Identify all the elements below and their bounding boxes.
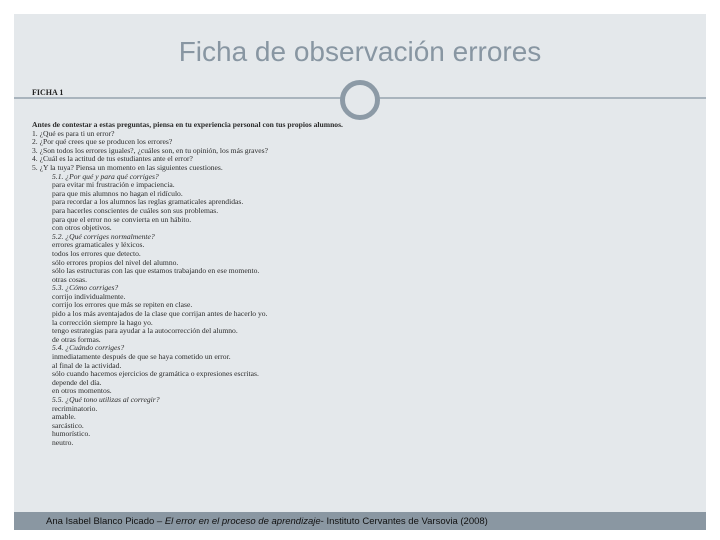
list-item: para que mis alumnos no hagan el ridículo. <box>52 188 183 198</box>
list-item: humorístico. <box>52 429 91 439</box>
question-item: 1. ¿Qué es para ti un error? <box>32 128 115 138</box>
footer-citation <box>46 516 488 527</box>
list-item: sólo cuando hacemos ejercicios de gramática o expresiones escritas. <box>52 369 259 379</box>
list-item: sarcástico. <box>52 420 84 430</box>
list-item: para recordar a los alumnos las reglas gramaticales aprendidas. <box>52 197 244 207</box>
intro-text: Antes de contestar a estas preguntas, piensa en tu experiencia personal con tus propios alumnos. <box>32 120 343 129</box>
list-item: para que el error no se convierta en un hábito. <box>52 214 192 224</box>
question-item: 3. ¿Son todos los errores iguales?, ¿cuáles son, en tu opinión, los más graves? <box>32 145 268 155</box>
list-item: sólo errores propios del nivel del alumno. <box>52 257 179 267</box>
circle-ornament-icon <box>340 80 380 120</box>
list-item: tengo estrategias para ayudar a la autocorrección del alumno. <box>52 326 238 336</box>
list-item: neutro. <box>52 437 74 447</box>
section-heading: 5.5. ¿Qué tono utilizas al corregir? <box>52 395 160 404</box>
list-item: con otros objetivos. <box>52 223 112 233</box>
question-item: 5. ¿Y la tuya? Piensa un momento en las siguientes cuestiones. <box>32 162 223 172</box>
list-item: todos los errores que detecto. <box>52 248 141 258</box>
list-item: corrijo individualmente. <box>52 291 126 301</box>
list-item: depende del día. <box>52 377 102 387</box>
footer-work-title: El error en el proceso de aprendizaje <box>164 516 321 527</box>
list-item: para hacerles conscientes de cuáles son sus problemas. <box>52 205 219 215</box>
list-item: de otras formas. <box>52 334 101 344</box>
list-item: otras cosas. <box>52 274 88 284</box>
list-item: la corrección siempre la hago yo. <box>52 317 153 327</box>
list-item: al final de la actividad. <box>52 360 122 370</box>
list-item: para evitar mi frustración e impaciencia. <box>52 180 175 190</box>
section-heading: 5.1. ¿Por qué y para qué corriges? <box>52 171 159 181</box>
list-item: pido a los más aventajados de la clase que corrijan antes de hacerlo yo. <box>52 309 268 319</box>
list-item: corrijo los errores que más se repiten en clase. <box>52 300 193 310</box>
list-item: en otros momentos. <box>52 386 112 396</box>
list-item: errores gramaticales y léxicos. <box>52 240 145 250</box>
list-item: recriminatorio. <box>52 403 98 413</box>
slide-title: Ficha de observación errores <box>178 36 542 67</box>
footer-author: Ana Isabel Blanco Picado – <box>46 516 165 527</box>
section-heading: 5.3. ¿Cómo corriges? <box>52 283 119 293</box>
section-heading: 5.2. ¿Qué corriges normalmente? <box>52 231 155 241</box>
list-item: sólo las estructuras con las que estamos trabajando en ese momento. <box>52 266 260 276</box>
ficha-label: FICHA 1 <box>32 88 64 97</box>
footer-institution: - Instituto Cervantes de Varsovia (2008) <box>320 516 488 527</box>
list-item: amable. <box>52 412 76 422</box>
questionnaire <box>32 121 492 448</box>
question-item: 2. ¿Por qué crees que se producen los errores? <box>32 137 173 147</box>
section-heading: 5.4. ¿Cuándo corriges? <box>52 343 125 353</box>
question-item: 4. ¿Cuál es la actitud de tus estudiantes ante el error? <box>32 154 193 164</box>
list-item: inmediatamente después de que se haya cometido un error. <box>52 352 231 362</box>
